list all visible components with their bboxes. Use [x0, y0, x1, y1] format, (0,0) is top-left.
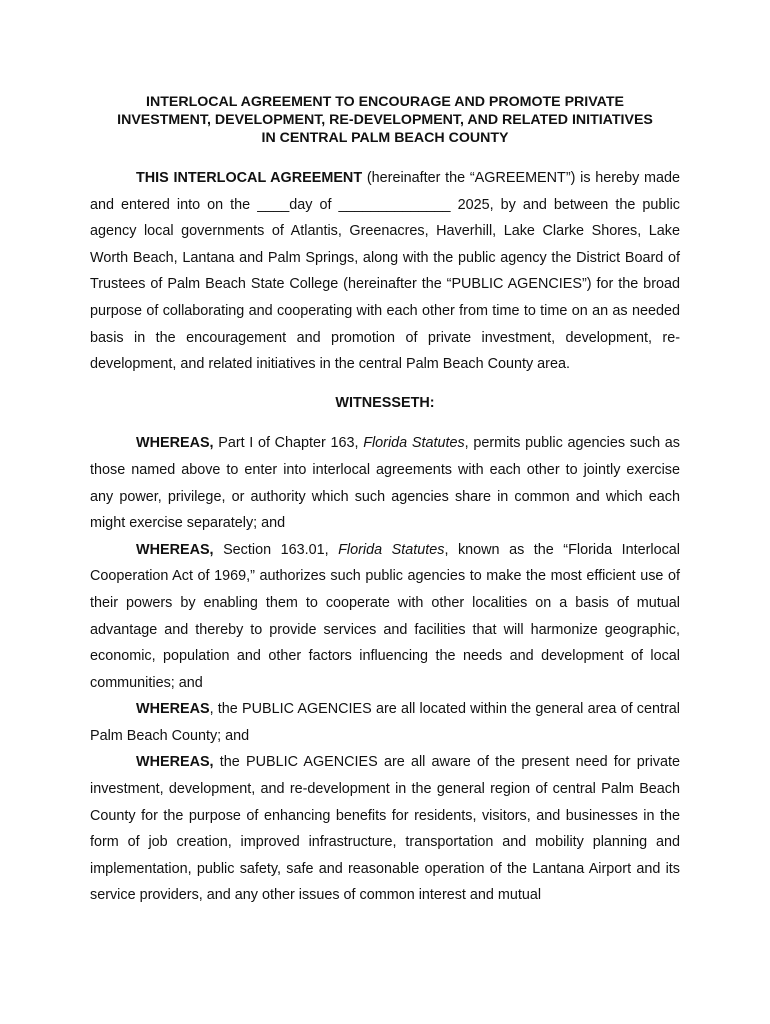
witnesseth-heading: WITNESSETH: — [335, 394, 435, 411]
whereas-2-lead: WHEREAS, — [136, 541, 214, 558]
title-line-3: IN CENTRAL PALM BEACH COUNTY — [261, 130, 509, 146]
whereas-paragraph-4 — [90, 749, 680, 909]
whereas-3-lead: WHEREAS — [136, 701, 210, 718]
whereas-1-pre: Part I of Chapter 163, — [213, 435, 364, 452]
whereas-1-italic: Florida Statutes — [363, 435, 465, 452]
intro-lead: THIS INTERLOCAL AGREEMENT — [136, 170, 363, 186]
whereas-paragraph-1 — [90, 430, 680, 536]
intro-text: (hereinafter the “AGREEMENT”) is hereby made and entered into on the ____day of ______________ 2025, by and between the public agency local governments of Atlantis, Greenacres, Haverhill, Lake Clarke Shores, Lake Worth Beach, Lantana and Palm Springs, along with the public agency the District Board of Trustees of Palm Beach State College (hereinafter the “PUBLIC AGENCIES”) for the broad purpose of collaborating and cooperating with each other from time to time on an as needed basis in the encouragement and promotion of private investment, development, re-development, and related initiatives in the central Palm Beach County area. — [90, 170, 680, 373]
whereas-3-text: , the PUBLIC AGENCIES are all located within the general area of central Palm Beach County; and — [90, 701, 680, 744]
whereas-2-post: , known as the “Florida Interlocal Cooperation Act of 1969,” authorizes such public agencies to make the most efficient use of their powers by enabling them to cooperate with other localities on a basis of mutual advantage and thereby to provide services and facilities that will harmonize geographic, economic, population and other factors influencing the needs and development of local communities; and — [90, 541, 680, 691]
whereas-paragraph-2 — [90, 537, 680, 697]
title-line-2: INVESTMENT, DEVELOPMENT, RE-DEVELOPMENT, AND RELATED INITIATIVES — [117, 112, 653, 128]
whereas-2-pre: Section 163.01, — [213, 541, 339, 558]
document-title — [90, 93, 680, 147]
whereas-1-post: , permits public agencies such as those named above to enter into interlocal agreements with each other to jointly exercise any power, privilege, or authority which such agencies share in common and which each might exercise separately; and — [90, 435, 680, 532]
whereas-2-italic: Florida Statutes — [338, 541, 445, 558]
whereas-1-lead: WHEREAS, — [136, 435, 214, 452]
whereas-paragraph-3 — [90, 696, 680, 749]
whereas-4-lead: WHEREAS, — [136, 754, 214, 771]
whereas-4-text: the PUBLIC AGENCIES are all aware of the present need for private investment, development, and re-development in the general region of central Palm Beach County for the purpose of enhancing benefits for residents, visitors, and businesses in the form of job creation, improved infrastructure, transportation and mobility planning and implementation, public safety, safe and reasonable operation of the Lantana Airport and its service providers, and any other issues of common interest and mutual — [90, 754, 680, 904]
title-line-1: INTERLOCAL AGREEMENT TO ENCOURAGE AND PROMOTE PRIVATE — [146, 94, 624, 110]
intro-paragraph — [90, 165, 680, 378]
